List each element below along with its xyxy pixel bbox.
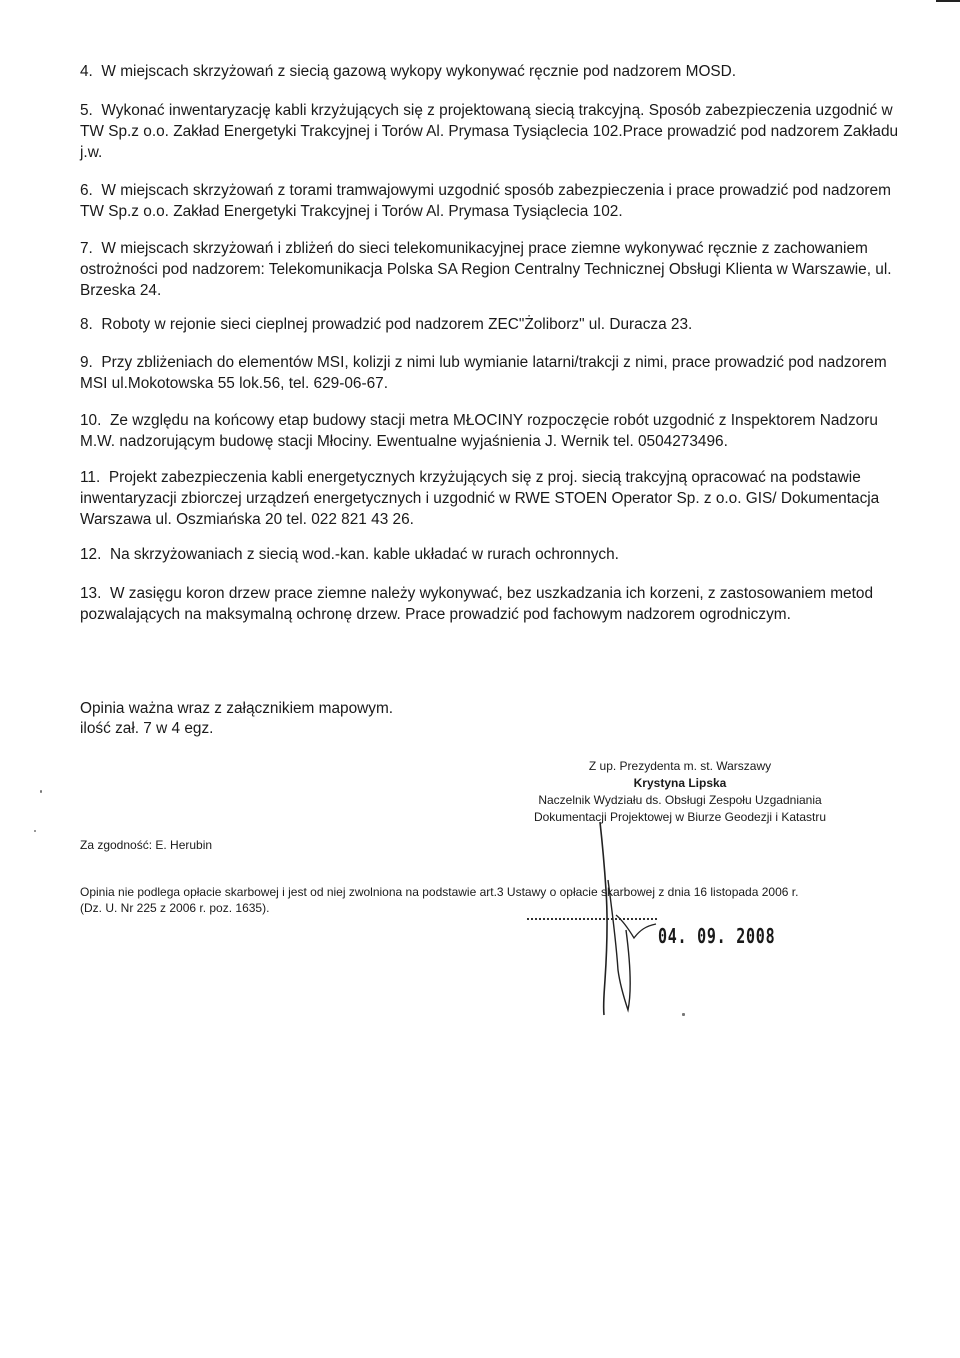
item-number: 11. [80,469,101,486]
signatory-name: Krystyna Lipska [633,776,727,790]
fee-exemption-note: Opinia nie podlega opłacie skarbowej i jest od niej zwolniona na podstawie art.3 Ustawy o opłacie skarbowej z dnia 16 listopada 2006 r. [80,885,799,899]
list-item-9 [80,352,900,394]
item-number: 4. [80,63,93,80]
item-text: Wykonać inwentaryzację kabli krzyżujących się z projektowaną siecią trakcyjną. Sposób zabezpieczenia uzgodnić w TW Sp.z o.o. Zakład Energetyki Trakcyjnej i Torów Al. Prymasa Tysiąclecia 102.Prace prowadzić pod nadzorem Zakładu j.w. [80,102,899,161]
list-item-6 [80,180,900,222]
item-text: Przy zbliżeniach do elementów MSI, kolizji z nimi lub wymianie latarni/trakcji z nimi, prace prowadzić pod nadzorem MSI ul.Mokotowska 55 lok.56, tel. 629-06-67. [80,354,887,392]
list-item-4 [80,61,900,82]
item-number: 7. [80,240,93,257]
item-text: W miejscach skrzyżowań i zbliżeń do sieci telekomunikacyjnej prace ziemne wykonywać ręcznie z zachowaniem ostrożności pod nadzorem: Telekomunikacja Polska SA Region Centralny Technicznej Obsługi Klienta w Warszawie, ul. Brzeska 24. [80,240,892,299]
item-text: W zasięgu koron drzew prace ziemne należy wykonywać, bez uszkadzania ich korzeni, z zastosowaniem metod pozwalających na maksymalną ochronę drzew. Prace prowadzić pod fachowym nadzorem ogrodniczym. [80,585,874,623]
list-item-12 [80,544,900,565]
item-text: W miejscach skrzyżowań z siecią gazową wykopy wykonywać ręcznie pod nadzorem MOSD. [101,63,737,80]
list-item-8 [80,314,900,335]
item-text: Roboty w rejonie sieci cieplnej prowadzić pod nadzorem ZEC"Żoliborz" ul. Duracza 23. [101,316,693,333]
list-item-13 [80,583,900,625]
item-text: Na skrzyżowaniach z siecią wod.-kan. kable układać w rurach ochronnych. [109,546,619,563]
signatory-authority: Z up. Prezydenta m. st. Warszawy [588,759,772,773]
list-item-7 [80,238,900,301]
list-item-10 [80,410,900,452]
signatory-department: Dokumentacji Projektowej w Biurze Geodezji i Katastru [533,810,827,824]
scan-speck [34,830,36,832]
item-text: W miejscach skrzyżowań z torami tramwajowymi uzgodnić sposób zabezpieczenia i prace prowadzić pod nadzorem TW Sp.z o.o. Zakład Energetyki Trakcyjnej i Torów Al. Prymasa Tysiąclecia 102. [80,182,891,220]
item-number: 13. [80,585,102,602]
signatory-block [500,758,860,826]
item-number: 10. [80,412,102,429]
validity-note: Opinia ważna wraz z załącznikiem mapowym. [80,700,394,717]
item-text: Projekt zabezpieczenia kabli energetycznych krzyżujących się z proj. siecią trakcyjną opracować na podstawie inwentaryzacji zbiorczej urządzeń energetycznych i uzgodnić w RWE STOEN Operator Sp. z o.o. GIS/ Dokumentacja Warszawa ul. Oszmiańska 20 tel. 022 821 43 26. [80,469,880,528]
list-item-11 [80,467,900,530]
item-number: 8. [80,316,93,333]
handwritten-signature [588,820,698,1020]
item-text: Ze względu na końcowy etap budowy stacji metra MŁOCINY rozpoczęcie robót uzgodnić z Inspektorem Nadzoru M.W. nadzorującym budowę stacji Młociny. Ewentualne wyjaśnienia J. Wernik tel. 0504273496. [80,412,878,450]
scan-speck [40,790,42,793]
scan-speck [682,1013,685,1016]
scan-edge-mark [936,0,960,2]
item-number: 5. [80,102,93,119]
item-number: 12. [80,546,102,563]
item-number: 6. [80,182,93,199]
date-stamp: 04. 09. 2008 [658,924,776,948]
signatory-position: Naczelnik Wydziału ds. Obsługi Zespołu Uzgadniania [538,793,822,807]
list-item-5 [80,100,900,163]
conformity-note: Za zgodność: E. Herubin [80,838,213,852]
fee-exemption-reference: (Dz. U. Nr 225 z 2006 r. poz. 1635). [80,901,270,915]
attachment-count: ilość zał. 7 w 4 egz. [80,720,214,737]
item-number: 9. [80,354,93,371]
